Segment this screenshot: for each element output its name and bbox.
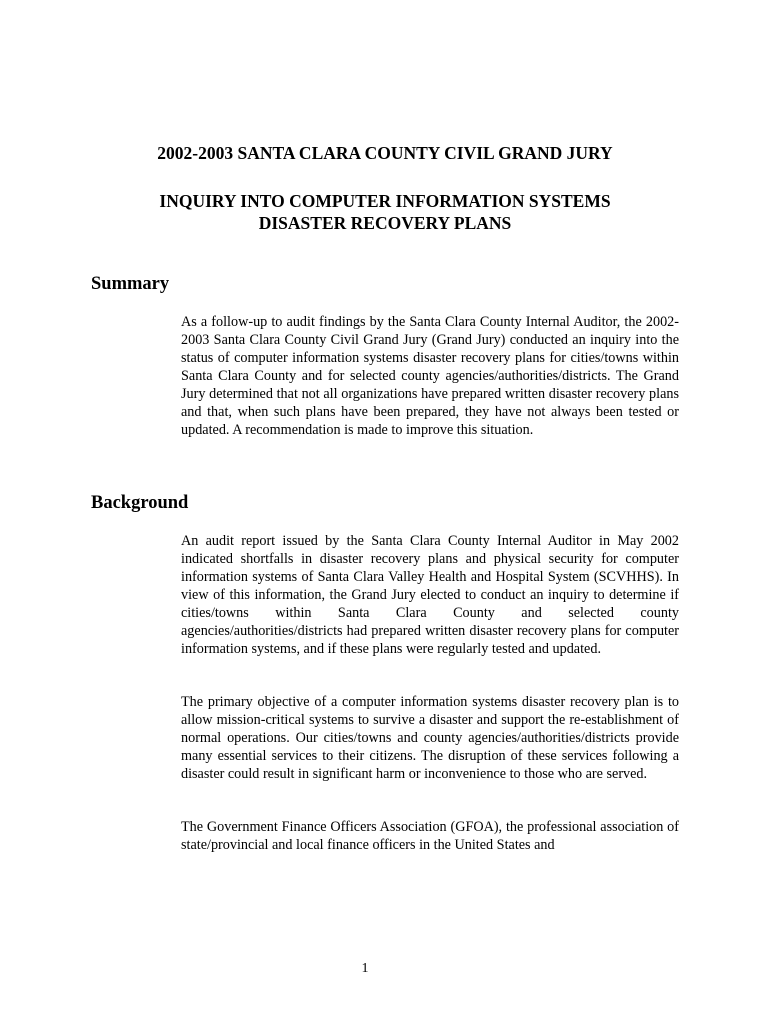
background-paragraph-2: The primary objective of a computer information systems disaster recovery plan is to allow mission-critical systems to survive a disaster and support the re-establishment of normal operations. Our cities/towns and county agencies/authorities/districts provide many essential services to their citizens. The disruption of these services following a disaster could result in significant harm or inconvenience to those who are served. xyxy=(181,694,679,782)
report-title-line-2: DISASTER RECOVERY PLANS xyxy=(258,213,512,233)
page-number: 1 xyxy=(361,961,369,976)
background-heading: Background xyxy=(91,493,189,513)
report-title-line-1: INQUIRY INTO COMPUTER INFORMATION SYSTEMS xyxy=(159,191,611,211)
summary-heading: Summary xyxy=(91,274,170,294)
background-paragraph-3: The Government Finance Officers Association (GFOA), the professional association of state/provincial and local finance officers in the United States and xyxy=(181,819,679,853)
summary-paragraph: As a follow-up to audit findings by the Santa Clara County Internal Auditor, the 2002-2003 Santa Clara County Civil Grand Jury (Grand Jury) conducted an inquiry into the status of computer information systems disaster recovery plans for cities/towns within Santa Clara County and for selected county agencies/authorities/districts. The Grand Jury determined that not all organizations have prepared written disaster recovery plans and that, when such plans have been prepared, they have not always been tested or updated. A recommendation is made to improve this situation. xyxy=(181,314,679,438)
background-paragraph-1: An audit report issued by the Santa Clara County Internal Auditor in May 2002 indicated shortfalls in disaster recovery plans and physical security for computer information systems of Santa Clara Valley Health and Hospital System (SCVHHS). In view of this information, the Grand Jury elected to conduct an inquiry to determine if cities/towns within Santa Clara County and selected county agencies/authorities/districts had prepared written disaster recovery plans for computer information systems, and if these plans were regularly tested and updated. xyxy=(181,533,679,657)
jury-title: 2002-2003 SANTA CLARA COUNTY CIVIL GRAND JURY xyxy=(157,143,613,163)
report-title xyxy=(0,190,770,234)
